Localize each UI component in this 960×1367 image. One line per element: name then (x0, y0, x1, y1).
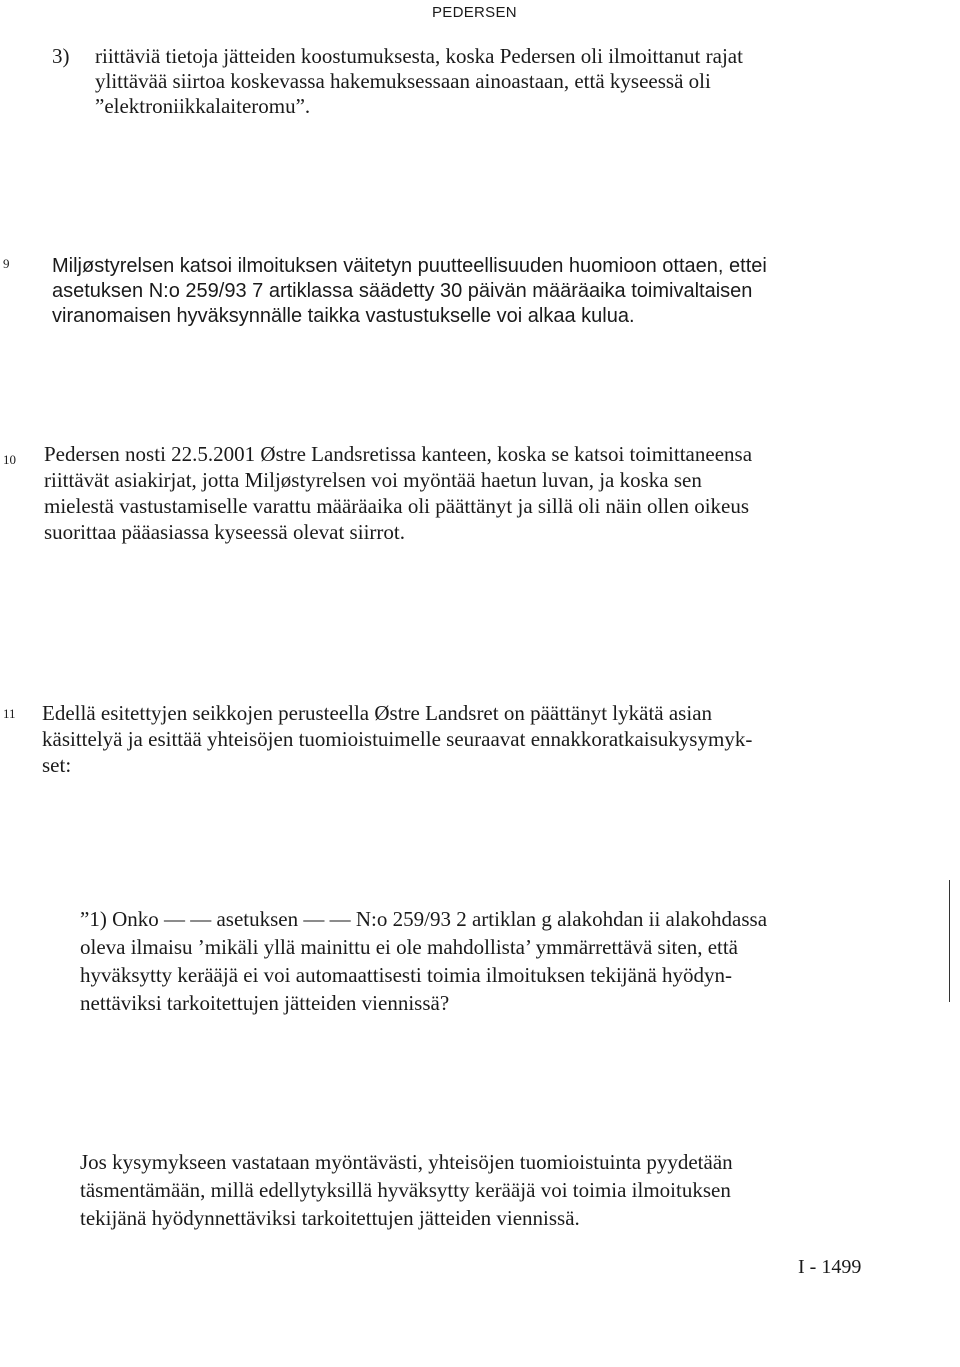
text-line: suorittaa pääasiassa kyseessä olevat siirrot. (44, 520, 405, 544)
followup-paragraph (80, 1148, 880, 1232)
paragraph-number-9: 9 (3, 256, 10, 271)
page-number: I - 1499 (798, 1256, 862, 1278)
text-line: oleva ilmaisu ’mikäli yllä mainittu ei ole mahdollista’ ymmärrettävä siten, että (80, 935, 739, 959)
paragraph-9 (52, 254, 892, 329)
text-line: käsittelyä ja esittää yhteisöjen tuomioistuimelle seuraavat ennakkoratkaisukysymyk- (42, 727, 753, 751)
text-line: ”1) Onko — — asetuksen — — N:o 259/93 2 artiklan g alakohdan ii alakohdassa (80, 907, 768, 931)
text-line: täsmentämään, millä edellytyksillä hyväksytty kerääjä voi toimia ilmoituksen (80, 1178, 731, 1202)
paragraph-10 (44, 441, 894, 545)
paragraph-number-11: 11 (3, 706, 16, 721)
text-line: riittäviä tietoja jätteiden koostumuksesta, koska Pedersen oli ilmoittanut rajat (95, 44, 743, 68)
text-line: tekijänä hyödynnettäviksi tarkoitettujen jätteiden viennissä. (80, 1206, 580, 1230)
text-line: ”elektroniikkalaiteromu”. (95, 94, 311, 118)
paragraph-number-10: 10 (3, 452, 16, 467)
text-line: viranomaisen hyväksynnälle taikka vastustukselle voi alkaa kulua. (52, 305, 635, 327)
text-line: Miljøstyrelsen katsoi ilmoituksen väitetyn puutteellisuuden huomioon ottaen, ettei (52, 255, 767, 277)
text-line: mielestä vastustamiselle varattu määräaika oli päättänyt ja sillä oli näin ollen oikeus (44, 494, 750, 518)
text-line: hyväksytty kerääjä ei voi automaattisesti toimia ilmoituksen tekijänä hyödyn- (80, 963, 733, 987)
list-marker-3: 3) (52, 44, 70, 68)
text-line: Pedersen nosti 22.5.2001 Østre Landsretissa kanteen, koska se katsoi toimittaneensa (44, 442, 753, 466)
text-line: asetuksen N:o 259/93 7 artiklassa säädetty 30 päivän määräaika toimivaltaisen (52, 280, 753, 302)
text-line: nettäviksi tarkoitettujen jätteiden viennissä? (80, 991, 450, 1015)
question-1 (80, 905, 880, 1017)
text-line: ylittävää siirtoa koskevassa hakemuksessaan ainoastaan, että kyseessä oli (95, 69, 711, 93)
text-line: riittävät asiakirjat, jotta Miljøstyrelsen voi myöntää haetun luvan, ja koska sen (44, 468, 702, 492)
text-line: Jos kysymykseen vastataan myöntävästi, yhteisöjen tuomioistuinta pyydetään (80, 1150, 733, 1174)
paragraph-11 (42, 700, 892, 778)
running-head: PEDERSEN (432, 4, 517, 21)
margin-rule (949, 880, 950, 1002)
text-line: set: (42, 753, 72, 777)
item-3-text (95, 44, 888, 119)
text-line: Edellä esitettyjen seikkojen perusteella Østre Landsret on päättänyt lykätä asian (42, 701, 713, 725)
